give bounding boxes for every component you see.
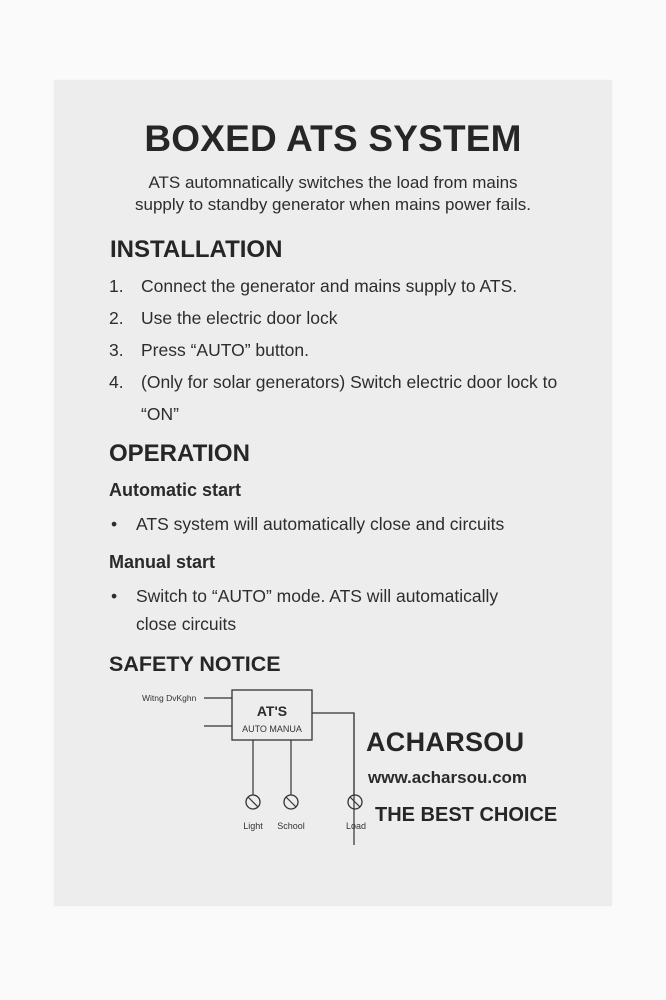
bullet-text: ATS system will automatically close and circuits	[136, 514, 505, 534]
step-text: (Only for solar generators) Switch electric door lock to “ON”	[141, 372, 558, 424]
bullet-text: Switch to “AUTO” mode. ATS will automatically close circuits	[136, 586, 499, 634]
operation-heading: OPERATION	[109, 440, 250, 467]
terminal-label-load: Load	[345, 821, 367, 831]
step-text: Press “AUTO” button.	[141, 340, 309, 360]
subtitle-line-2: supply to standby generator when mains power fails.	[135, 195, 531, 214]
school-terminal-icon	[284, 795, 298, 809]
step-number: 3.	[109, 340, 124, 360]
terminal-label-light: Light	[243, 821, 263, 831]
card-title: BOXED ATS SYSTEM	[144, 118, 522, 159]
step-text: Connect the generator and mains supply to ATS.	[141, 276, 518, 296]
bullet-marker: •	[111, 586, 118, 606]
step-number: 4.	[109, 372, 124, 392]
wiring-diagram	[134, 685, 374, 845]
instruction-card	[54, 80, 612, 906]
automatic-start-heading: Automatic start	[109, 480, 242, 500]
card-subtitle	[54, 172, 612, 216]
brand-name: ACHARSOU	[366, 727, 525, 757]
subtitle-line-1: ATS automnatically switches the load from mains	[148, 173, 518, 192]
step-number: 1.	[109, 276, 124, 296]
diagram-input-label: Witng DvKghn	[142, 693, 197, 703]
bullet-marker: •	[111, 514, 118, 534]
installation-heading: INSTALLATION	[110, 236, 283, 263]
brand-slogan: THE BEST CHOICE	[375, 804, 558, 826]
ats-box-modes: AUTO MANUA	[242, 724, 302, 734]
light-terminal-icon	[246, 795, 260, 809]
manual-start-heading: Manual start	[109, 552, 216, 572]
ats-box-title: AT'S	[256, 703, 288, 719]
step-number: 2.	[109, 308, 124, 328]
load-terminal-icon	[348, 795, 362, 809]
safety-notice-heading: SAFETY NOTICE	[109, 652, 281, 676]
brand-website: www.acharsou.com	[368, 768, 528, 787]
step-text: Use the electric door lock	[141, 308, 338, 328]
terminal-label-school: School	[277, 821, 305, 831]
